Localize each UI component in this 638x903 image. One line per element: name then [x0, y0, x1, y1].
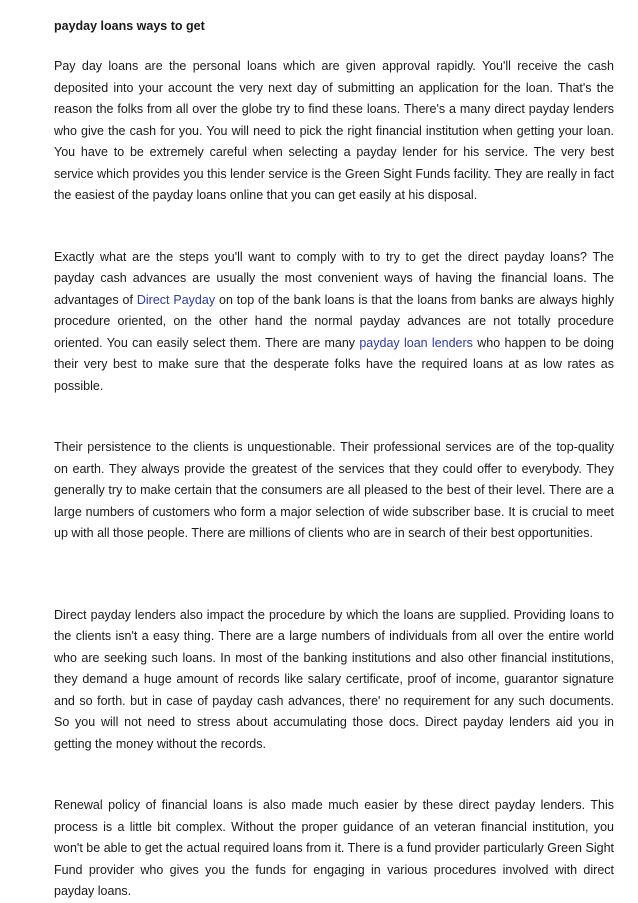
paragraph-spacer [54, 545, 614, 605]
paragraph-spacer [54, 397, 614, 437]
paragraph-2-text-1: Exactly what are the steps you'll want to comply with to try to get the direct payday loans? The payday cash advances are usually the most convenient ways of having the financial loans. The advantages of [54, 249, 614, 307]
document-page [54, 18, 614, 903]
payday-loan-lenders-link[interactable]: payday loan lenders [359, 335, 473, 350]
direct-payday-link[interactable]: Direct Payday [136, 292, 216, 307]
paragraph-2 [54, 247, 614, 398]
document-title: payday loans ways to get [54, 19, 205, 33]
paragraph-5: Renewal policy of financial loans is also made much easier by these direct payday lenders. This process is a little bit complex. Without the proper guidance of an veteran financial institution, you won't be able to get the actual required loans from it. There is a fund provider particularly Green Sight Fund provider who gives you the funds for engaging in various procedures involved with direct payday loans. [54, 798, 614, 898]
paragraph-2-text-2: on top of the bank loans is that the loans from banks are always highly procedure oriented, on the other hand the normal payday advances are not totally procedure oriented. You can easily select them. There are many [54, 292, 614, 350]
paragraph-1: Pay day loans are the personal loans which are given approval rapidly. You'll receive the cash deposited into your account the very next day of submitting an application for the loan. That's the reason the folks from all over the globe try to find these loans. There's a many direct payday lenders who give the cash for you. You will need to pick the right financial institution when getting your loan. You have to be extremely careful when selecting a payday lender for his service. The very best service which provides you this lender service is the Green Sight Funds facility. They are really in fact the easiest of the payday loans online that you can get easily at his disposal. [54, 59, 614, 202]
paragraph-4: Direct payday lenders also impact the procedure by which the loans are supplied. Providing loans to the clients isn't a easy thing. There are a large numbers of individuals from all over the entire world who are seeking such loans. In most of the banking institutions and also other financial institutions, they demand a huge amount of records like salary certificate, proof of income, guarantor signature and so forth. but in case of payday cash advances, there' no requirement for any such documents. So you will not need to stress about accumulating those docs. Direct payday lenders aid you in getting the money without the records. [54, 607, 614, 751]
paragraph-3: Their persistence to the clients is unquestionable. Their professional services are of the top-quality on earth. They always provide the greatest of the services that they could offer to everybody. They generally try to make certain that the consumers are all pleased to the best of their level. There are a large numbers of customers who form a major selection of wide subscriber base. It is crucial to meet up with all those people. There are millions of clients who are in search of their best opportunities. [54, 440, 614, 540]
paragraph-spacer [54, 207, 614, 247]
paragraph-2-text-3: who happen to be doing their very best to make sure that the desperate folks have the required loans at as low rates as possible. [54, 335, 615, 393]
paragraph-spacer [54, 755, 614, 795]
